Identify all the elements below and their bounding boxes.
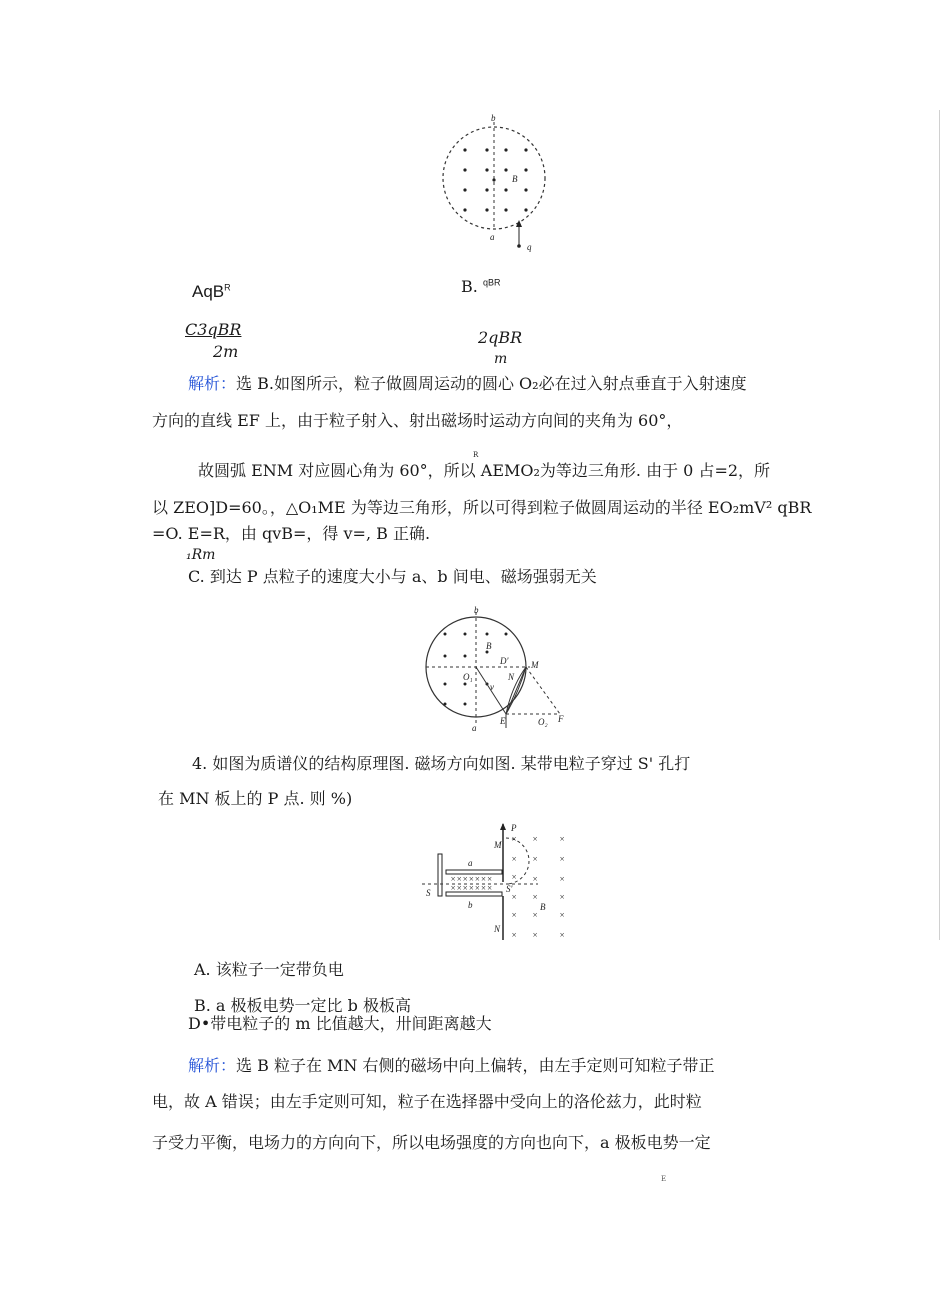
svg-text:×: × (511, 834, 518, 844)
option4-d: D•带电粒子的 m 比值越大，卅间距离越大 (188, 1014, 492, 1033)
footer-mark: E (661, 1175, 667, 1183)
svg-text:×: × (511, 892, 518, 902)
option-a (192, 282, 231, 302)
option-d-formula: 2qBR (478, 328, 523, 347)
svg-text:×××××××: ××××××× (450, 883, 493, 893)
fig2-label-b: b (474, 605, 479, 615)
fig2-label-D: D' (500, 656, 509, 666)
fig3-label-S-prime: S' (506, 884, 513, 894)
fig1-label-a: a (490, 232, 495, 242)
option4-b: B. a 极板电势一定比 b 极板高 (194, 996, 411, 1015)
analysis2-label: 解析： (188, 1056, 237, 1075)
page-edge-line (939, 110, 940, 940)
fig3-label-M: M (494, 840, 502, 850)
analysis1-tiny-r: R (473, 451, 479, 459)
fig2-label-N: N (508, 672, 515, 682)
fig3-label-P: P (511, 823, 517, 833)
fig3-label-N: N (494, 924, 501, 934)
svg-text:×: × (532, 930, 539, 940)
figure-mass-spectrometer (418, 820, 578, 944)
analysis1-line2: 方向的直线 EF 上，由于粒子射入、射出磁场时运动方向间的夹角为 60°， (152, 411, 683, 430)
svg-text:×: × (559, 930, 566, 940)
svg-text:×: × (532, 854, 539, 864)
option-a-text: AqB (192, 282, 225, 301)
fig3-label-a: a (468, 858, 473, 868)
question4-line2: 在 MN 板上的 P 点. 则 %) (158, 789, 353, 808)
analysis1-line4: 以 ZEO]D=60。，△O₁ME 为等边三角形，所以可得到粒子做圆周运动的半径 EO₂mV² qBR (152, 498, 812, 517)
fig2-label-O1: O₁ (463, 672, 473, 682)
fig3-label-b: b (468, 900, 473, 910)
fig3-label-S: S (426, 888, 431, 898)
svg-text:×××××××: ××××××× (450, 874, 493, 884)
fig2-label-v: v (490, 682, 494, 692)
analysis2-text1: 选 B 粒子在 MN 右侧的磁场中向上偏转，由左手定则可知粒子带正 (236, 1056, 715, 1075)
analysis1-line5: =O. E=R，由 qvB=，得 v=, B 正确. (152, 524, 431, 543)
option-a-sup: R (224, 282, 231, 293)
svg-text:×: × (559, 854, 566, 864)
analysis1-line6: ₁Rm (186, 547, 216, 563)
svg-text:×: × (511, 872, 518, 882)
svg-text:×: × (532, 834, 539, 844)
option-b (461, 277, 500, 297)
svg-text:×: × (559, 910, 566, 920)
fig3-label-B: B (540, 902, 546, 912)
option-c-formula (185, 320, 241, 340)
fig1-label-B: B (512, 174, 518, 184)
svg-text:×: × (559, 874, 566, 884)
analysis2-line1 (188, 1056, 715, 1076)
option-d-denominator: m (494, 351, 508, 367)
svg-text:×: × (532, 874, 539, 884)
analysis1-line1 (188, 374, 747, 394)
option-c-denominator: 2m (213, 342, 239, 361)
figure-circle-field (436, 112, 556, 258)
question4-line1: 4. 如图为质谱仪的结构原理图. 磁场方向如图. 某带电粒子穿过 S' 孔打 (192, 754, 691, 773)
svg-text:×: × (511, 854, 518, 864)
option-b-text: B. (461, 277, 478, 296)
svg-text:×: × (511, 910, 518, 920)
fig2-label-O2: O₂ (538, 717, 548, 727)
fig2-label-M: M (531, 660, 539, 670)
svg-text:×: × (559, 834, 566, 844)
fig2-label-E: E (500, 716, 506, 726)
fig2-label-F: F (558, 714, 564, 724)
svg-text:×: × (559, 892, 566, 902)
option4-a: A. 该粒子一定带负电 (194, 960, 344, 979)
analysis2-line2: 电，故 A 错误；由左手定则可知，粒子在选择器中受向上的洛伦兹力，此时粒 (152, 1092, 702, 1111)
svg-text:×: × (532, 892, 539, 902)
option-c-num: C3qBR (185, 320, 242, 339)
option-c-statement: C. 到达 P 点粒子的速度大小与 a、b 间电、磁场强弱无关 (188, 567, 597, 586)
option-b-sup: qBR (482, 277, 501, 288)
fig2-label-B: B (486, 641, 492, 651)
analysis1-line3: 故圆弧 ENM 对应圆心角为 60°，所以 AEMO₂为等边三角形. 由于 0 占=2，所 (198, 461, 771, 480)
analysis1-text1: 选 B.如图所示，粒子做圆周运动的圆心 O₂必在过入射点垂直于入射速度 (236, 374, 747, 393)
fig1-label-q: q (527, 242, 532, 252)
figure-circle-construction (420, 604, 570, 732)
svg-text:×: × (511, 930, 518, 940)
fig2-label-a: a (472, 723, 477, 733)
fig1-label-b: b (491, 113, 496, 123)
analysis1-label: 解析： (188, 374, 237, 393)
svg-text:×: × (532, 910, 539, 920)
analysis2-line3: 子受力平衡，电场力的方向向下，所以电场强度的方向也向下，a 极板电势一定 (152, 1133, 711, 1152)
